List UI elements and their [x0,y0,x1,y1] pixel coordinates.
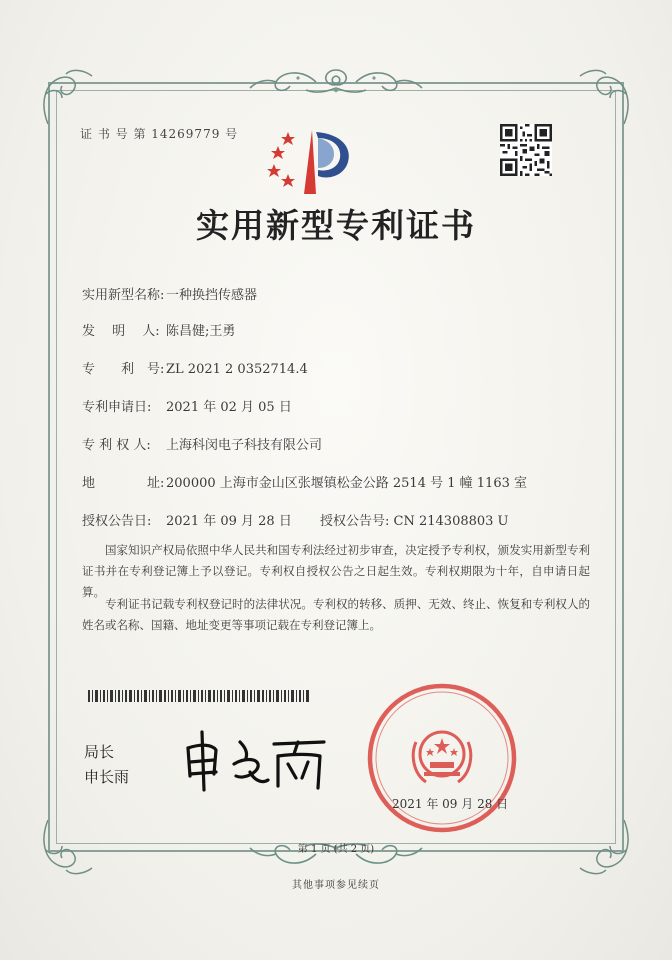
field-label: 发 明 人: [82,324,160,339]
corner-ornament-icon [36,64,106,134]
field-announcement-number [320,510,509,529]
field-patent-number [82,358,308,377]
field-label: 实用新型名称: [82,288,165,303]
qr-code-icon [500,124,552,176]
top-ornament-icon [246,64,426,98]
director-signature-icon [178,728,328,792]
director-name: 申长雨 [84,768,130,786]
field-value: ZL 2021 2 0352714.4 [166,362,308,377]
field-value: 200000 上海市金山区张堰镇松金公路 2514 号 1 幢 1163 室 [166,476,527,491]
cnipa-logo-icon [262,124,362,196]
director-title: 局长 [84,743,115,761]
field-label: 地 址: [82,476,165,491]
field-label: 专利申请日: [82,400,152,415]
page-number: 第 1 页 (共 2 页) [297,844,375,855]
field-inventor [82,320,235,339]
field-label: 专 利 号: [82,362,165,377]
field-label: 授权公告日: [82,514,152,529]
field-label: 专 利 权 人: [82,438,151,453]
corner-ornament-icon [566,64,636,134]
certificate-title: 实用新型专利证书 [196,206,476,245]
certificate-number: 证 书 号 第 14269779 号 [80,127,239,141]
legal-status-paragraph: 专利证书记载专利权登记时的法律状况。专利权的转移、质押、无效、终止、恢复和专利权人的姓名或名称、国籍、地址变更等事项记载在专利登记簿上。 [82,597,590,632]
barcode-icon [88,690,310,702]
field-application-date [82,396,292,415]
footer-note: 其他事项参见续页 [292,880,380,891]
field-utility-model-name [82,284,257,303]
field-value: CN 214308803 U [393,514,509,529]
field-value: 2021 年 09 月 28 日 [166,514,292,529]
field-value: 2021 年 02 月 05 日 [166,400,292,415]
field-announcement-date [82,510,292,529]
seal-date: 2021 年 09 月 28 日 [392,797,509,811]
field-value: 上海科闵电子科技有限公司 [166,438,323,453]
field-patentee [82,434,322,453]
field-value: 陈昌健;王勇 [166,324,236,339]
grant-statement-paragraph: 国家知识产权局依照中华人民共和国专利法经过初步审查，决定授予专利权，颁发实用新型专利证书并在专利登记簿上予以登记。专利权自授权公告之日起生效。专利权期限为十年，自申请日起算。 [82,543,590,599]
field-value: 一种换挡传感器 [166,288,258,303]
field-address [82,472,527,491]
field-label: 授权公告号: [320,514,390,529]
